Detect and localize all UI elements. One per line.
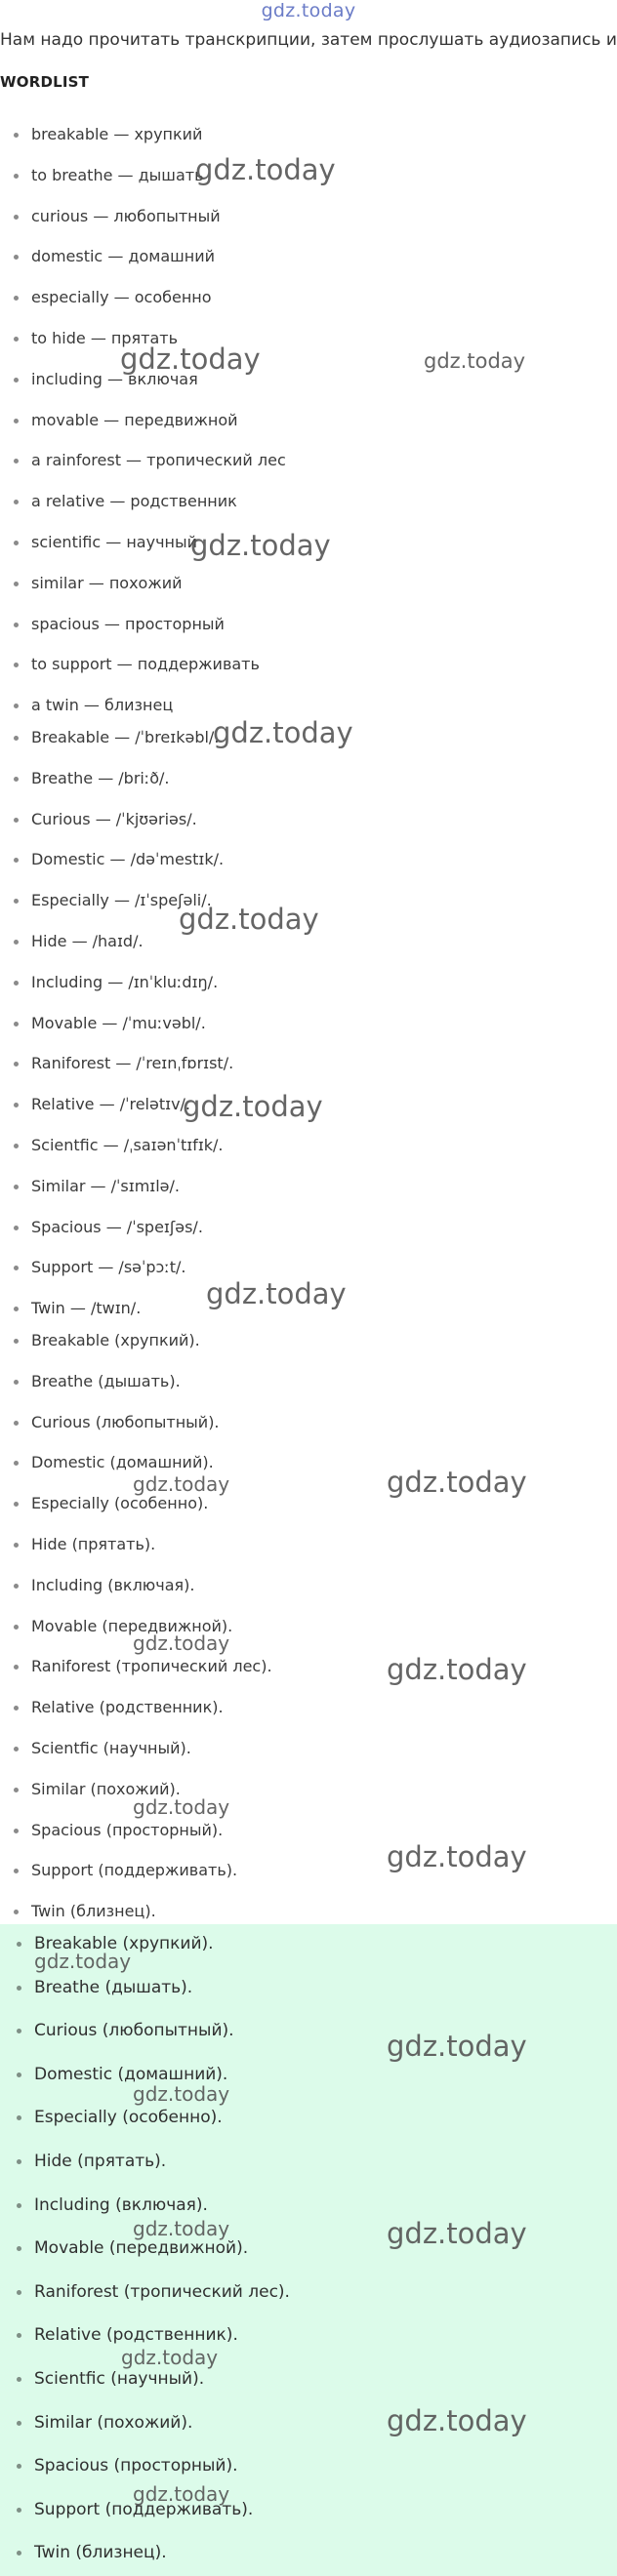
watermark: gdz.today: [387, 2404, 527, 2437]
bullet-icon: [14, 1584, 19, 1589]
list-item-text: Including (включая).: [31, 1575, 195, 1594]
watermark: gdz.today: [133, 1472, 230, 1496]
bullet-icon: [17, 1986, 21, 1991]
bullet-icon: [14, 1665, 19, 1670]
watermark: gdz.today: [121, 2346, 219, 2369]
list-item-text: Especially — /ɪˈspeʃəli/.: [31, 891, 212, 910]
list-item-text: Scientfic (научный).: [31, 1739, 191, 1757]
bullet-icon: [14, 1144, 19, 1148]
list-item-text: including — включая: [31, 369, 198, 388]
site-logo[interactable]: gdz.today: [261, 0, 356, 21]
list-item-text: to hide — прятать: [31, 329, 179, 347]
list-item-text: Breakable (хрупкий).: [34, 1934, 214, 1953]
watermark: gdz.today: [120, 342, 261, 376]
bullet-icon: [14, 1339, 19, 1344]
bullet-icon: [14, 174, 19, 179]
bullet-icon: [14, 940, 19, 945]
list-item-text: Twin (близнец).: [34, 2543, 167, 2563]
list-item-text: Especially (особенно).: [34, 2108, 223, 2128]
bullet-icon: [17, 2290, 21, 2295]
list-item-text: Spacious — /ˈspeɪʃəs/.: [31, 1217, 203, 1236]
list-item-text: a relative — родственник: [31, 492, 237, 511]
bullet-icon: [14, 1706, 19, 1711]
bullet-icon: [14, 818, 19, 823]
list-item-text: movable — передвижной: [31, 410, 238, 429]
bullet-icon: [14, 337, 19, 342]
bullet-icon: [14, 378, 19, 382]
bullet-icon: [14, 663, 19, 667]
bullet-icon: [14, 623, 19, 627]
bullet-icon: [14, 1625, 19, 1630]
list-item-text: Relative — /ˈrelətɪv/.: [31, 1095, 191, 1114]
list-item-text: Raniforest (тропический лес).: [34, 2281, 290, 2302]
watermark: gdz.today: [179, 903, 319, 936]
bullet-icon: [14, 1062, 19, 1067]
list-item-text: a twin — близнец: [31, 696, 174, 715]
list-item-text: Similar (похожий).: [31, 1779, 181, 1798]
list-item-text: similar — похожий: [31, 573, 183, 592]
bullet-icon: [14, 1022, 19, 1026]
watermark: gdz.today: [133, 2082, 230, 2106]
watermark: gdz.today: [424, 349, 526, 373]
list-item-text: Breakable (хрупкий).: [31, 1331, 200, 1349]
bullet-icon: [14, 1543, 19, 1548]
watermark: gdz.today: [34, 1950, 132, 1973]
list-item-text: domestic — домашний: [31, 247, 216, 266]
bullet-icon: [14, 1307, 19, 1311]
list-item-text: Domestic — /dəˈmestɪk/.: [31, 850, 225, 869]
list-item-text: Breathe (дышать).: [31, 1371, 181, 1390]
list-item-text: scientific — научный: [31, 533, 198, 551]
bullet-icon: [14, 1421, 19, 1426]
list-item-text: Similar — /ˈsɪmɪlə/.: [31, 1176, 180, 1195]
watermark: gdz.today: [206, 1277, 347, 1310]
bullet-icon: [14, 459, 19, 463]
bullet-icon: [17, 2203, 21, 2208]
watermark: gdz.today: [133, 1795, 230, 1819]
bullet-icon: [14, 582, 19, 586]
list-item-text: Support — /səˈpɔːt/.: [31, 1258, 186, 1277]
list-item-text: Curious — /ˈkjʊəriəs/.: [31, 809, 197, 828]
list-item-text: Domestic (домашний).: [34, 2064, 228, 2084]
list-item-text: Movable (передвижной).: [31, 1616, 233, 1635]
list-item-text: to support — поддерживать: [31, 655, 260, 674]
list-item-text: especially — особенно: [31, 288, 212, 307]
list-item-text: Scientfic — /ˌsaɪənˈtɪfɪk/.: [31, 1136, 224, 1154]
bullet-icon: [14, 1185, 19, 1189]
list-item-text: Hide — /haɪd/.: [31, 932, 144, 950]
bullet-icon: [14, 1103, 19, 1107]
bullet-icon: [17, 2508, 21, 2513]
list-item-text: Similar (похожий).: [34, 2412, 193, 2433]
bullet-icon: [14, 1502, 19, 1507]
list-item-text: Domestic (домашний).: [31, 1453, 214, 1472]
list-item-text: Spacious (просторный).: [34, 2456, 238, 2476]
bullet-icon: [14, 296, 19, 301]
list-item-text: Movable (передвижной).: [34, 2238, 249, 2259]
watermark: gdz.today: [183, 1090, 323, 1123]
bullet-icon: [14, 419, 19, 423]
watermark: gdz.today: [213, 716, 353, 749]
bullet-icon: [14, 777, 19, 782]
list-item-text: to breathe — дышать: [31, 165, 204, 184]
bullet-icon: [14, 858, 19, 863]
watermark: gdz.today: [133, 2217, 230, 2240]
bullet-icon: [14, 1461, 19, 1466]
watermark: gdz.today: [133, 2482, 230, 2506]
bullet-icon: [14, 1910, 19, 1914]
list-item-text: Breakable — /ˈbreɪkəbl/.: [31, 728, 220, 746]
bullet-icon: [14, 899, 19, 904]
watermark: gdz.today: [190, 529, 331, 562]
watermark: gdz.today: [133, 1631, 230, 1655]
bullet-icon: [14, 704, 19, 708]
list-item-text: Curious (любопытный).: [34, 2021, 234, 2041]
bullet-icon: [14, 133, 19, 138]
list-item-text: Breathe (дышать).: [34, 1977, 193, 1997]
list-item-text: Spacious (просторный).: [31, 1820, 224, 1839]
list-item-text: Including — /ɪnˈkluːdɪŋ/.: [31, 972, 219, 991]
list-item-text: Especially (особенно).: [31, 1494, 209, 1513]
list-item-text: a rainforest — тропический лес: [31, 451, 286, 470]
list-item-text: Scientfic (научный).: [34, 2369, 205, 2389]
bullet-icon: [14, 1747, 19, 1751]
list-item-text: spacious — просторный: [31, 614, 225, 633]
bullet-icon: [14, 736, 19, 741]
bullet-icon: [14, 1226, 19, 1230]
intro-text: Нам надо прочитать транскрипции, затем прослушать аудиозапись и: [0, 30, 617, 50]
bullet-icon: [17, 2377, 21, 2382]
bullet-icon: [17, 2073, 21, 2077]
bullet-icon: [17, 1942, 21, 1947]
bullet-icon: [14, 1266, 19, 1270]
bullet-icon: [14, 1869, 19, 1873]
bullet-icon: [14, 1788, 19, 1792]
list-item-text: breakable — хрупкий: [31, 125, 203, 143]
list-item-text: curious — любопытный: [31, 206, 221, 225]
list-item-text: Twin — /twɪn/.: [31, 1299, 142, 1318]
bullet-icon: [14, 1829, 19, 1833]
wordlist-heading: WORDLIST: [0, 73, 90, 91]
bullet-icon: [17, 2159, 21, 2164]
watermark: gdz.today: [387, 1653, 527, 1686]
bullet-icon: [14, 1380, 19, 1385]
watermark: gdz.today: [195, 153, 336, 186]
bullet-icon: [14, 255, 19, 260]
bullet-icon: [14, 981, 19, 986]
list-item-text: Support (поддерживать).: [34, 2499, 254, 2519]
list-item-text: Breathe — /briːð/.: [31, 768, 170, 787]
bullet-icon: [14, 500, 19, 504]
bullet-icon: [14, 215, 19, 220]
list-item-text: Hide (прятать).: [34, 2152, 167, 2171]
list-item-text: Support (поддерживать).: [31, 1861, 238, 1880]
watermark: gdz.today: [387, 1466, 527, 1499]
list-item-text: Twin (близнец).: [31, 1902, 156, 1921]
list-item-text: Movable — /ˈmuːvəbl/.: [31, 1013, 206, 1032]
list-item-text: Relative (родственник).: [34, 2325, 238, 2346]
list-item-text: Curious (любопытный).: [31, 1412, 220, 1431]
list-item-text: Relative (родственник).: [31, 1698, 224, 1717]
watermark: gdz.today: [387, 1840, 527, 1873]
list-item-text: Hide (прятать).: [31, 1535, 156, 1553]
list-item-text: Raniforest — /ˈreɪnˌfɒrɪst/.: [31, 1054, 234, 1073]
list-item-text: Including (включая).: [34, 2194, 208, 2215]
bullet-icon: [17, 2421, 21, 2426]
list-item-text: Raniforest (тропический лес).: [31, 1657, 272, 1676]
bullet-icon: [14, 541, 19, 545]
watermark: gdz.today: [387, 2030, 527, 2063]
watermark: gdz.today: [387, 2217, 527, 2250]
